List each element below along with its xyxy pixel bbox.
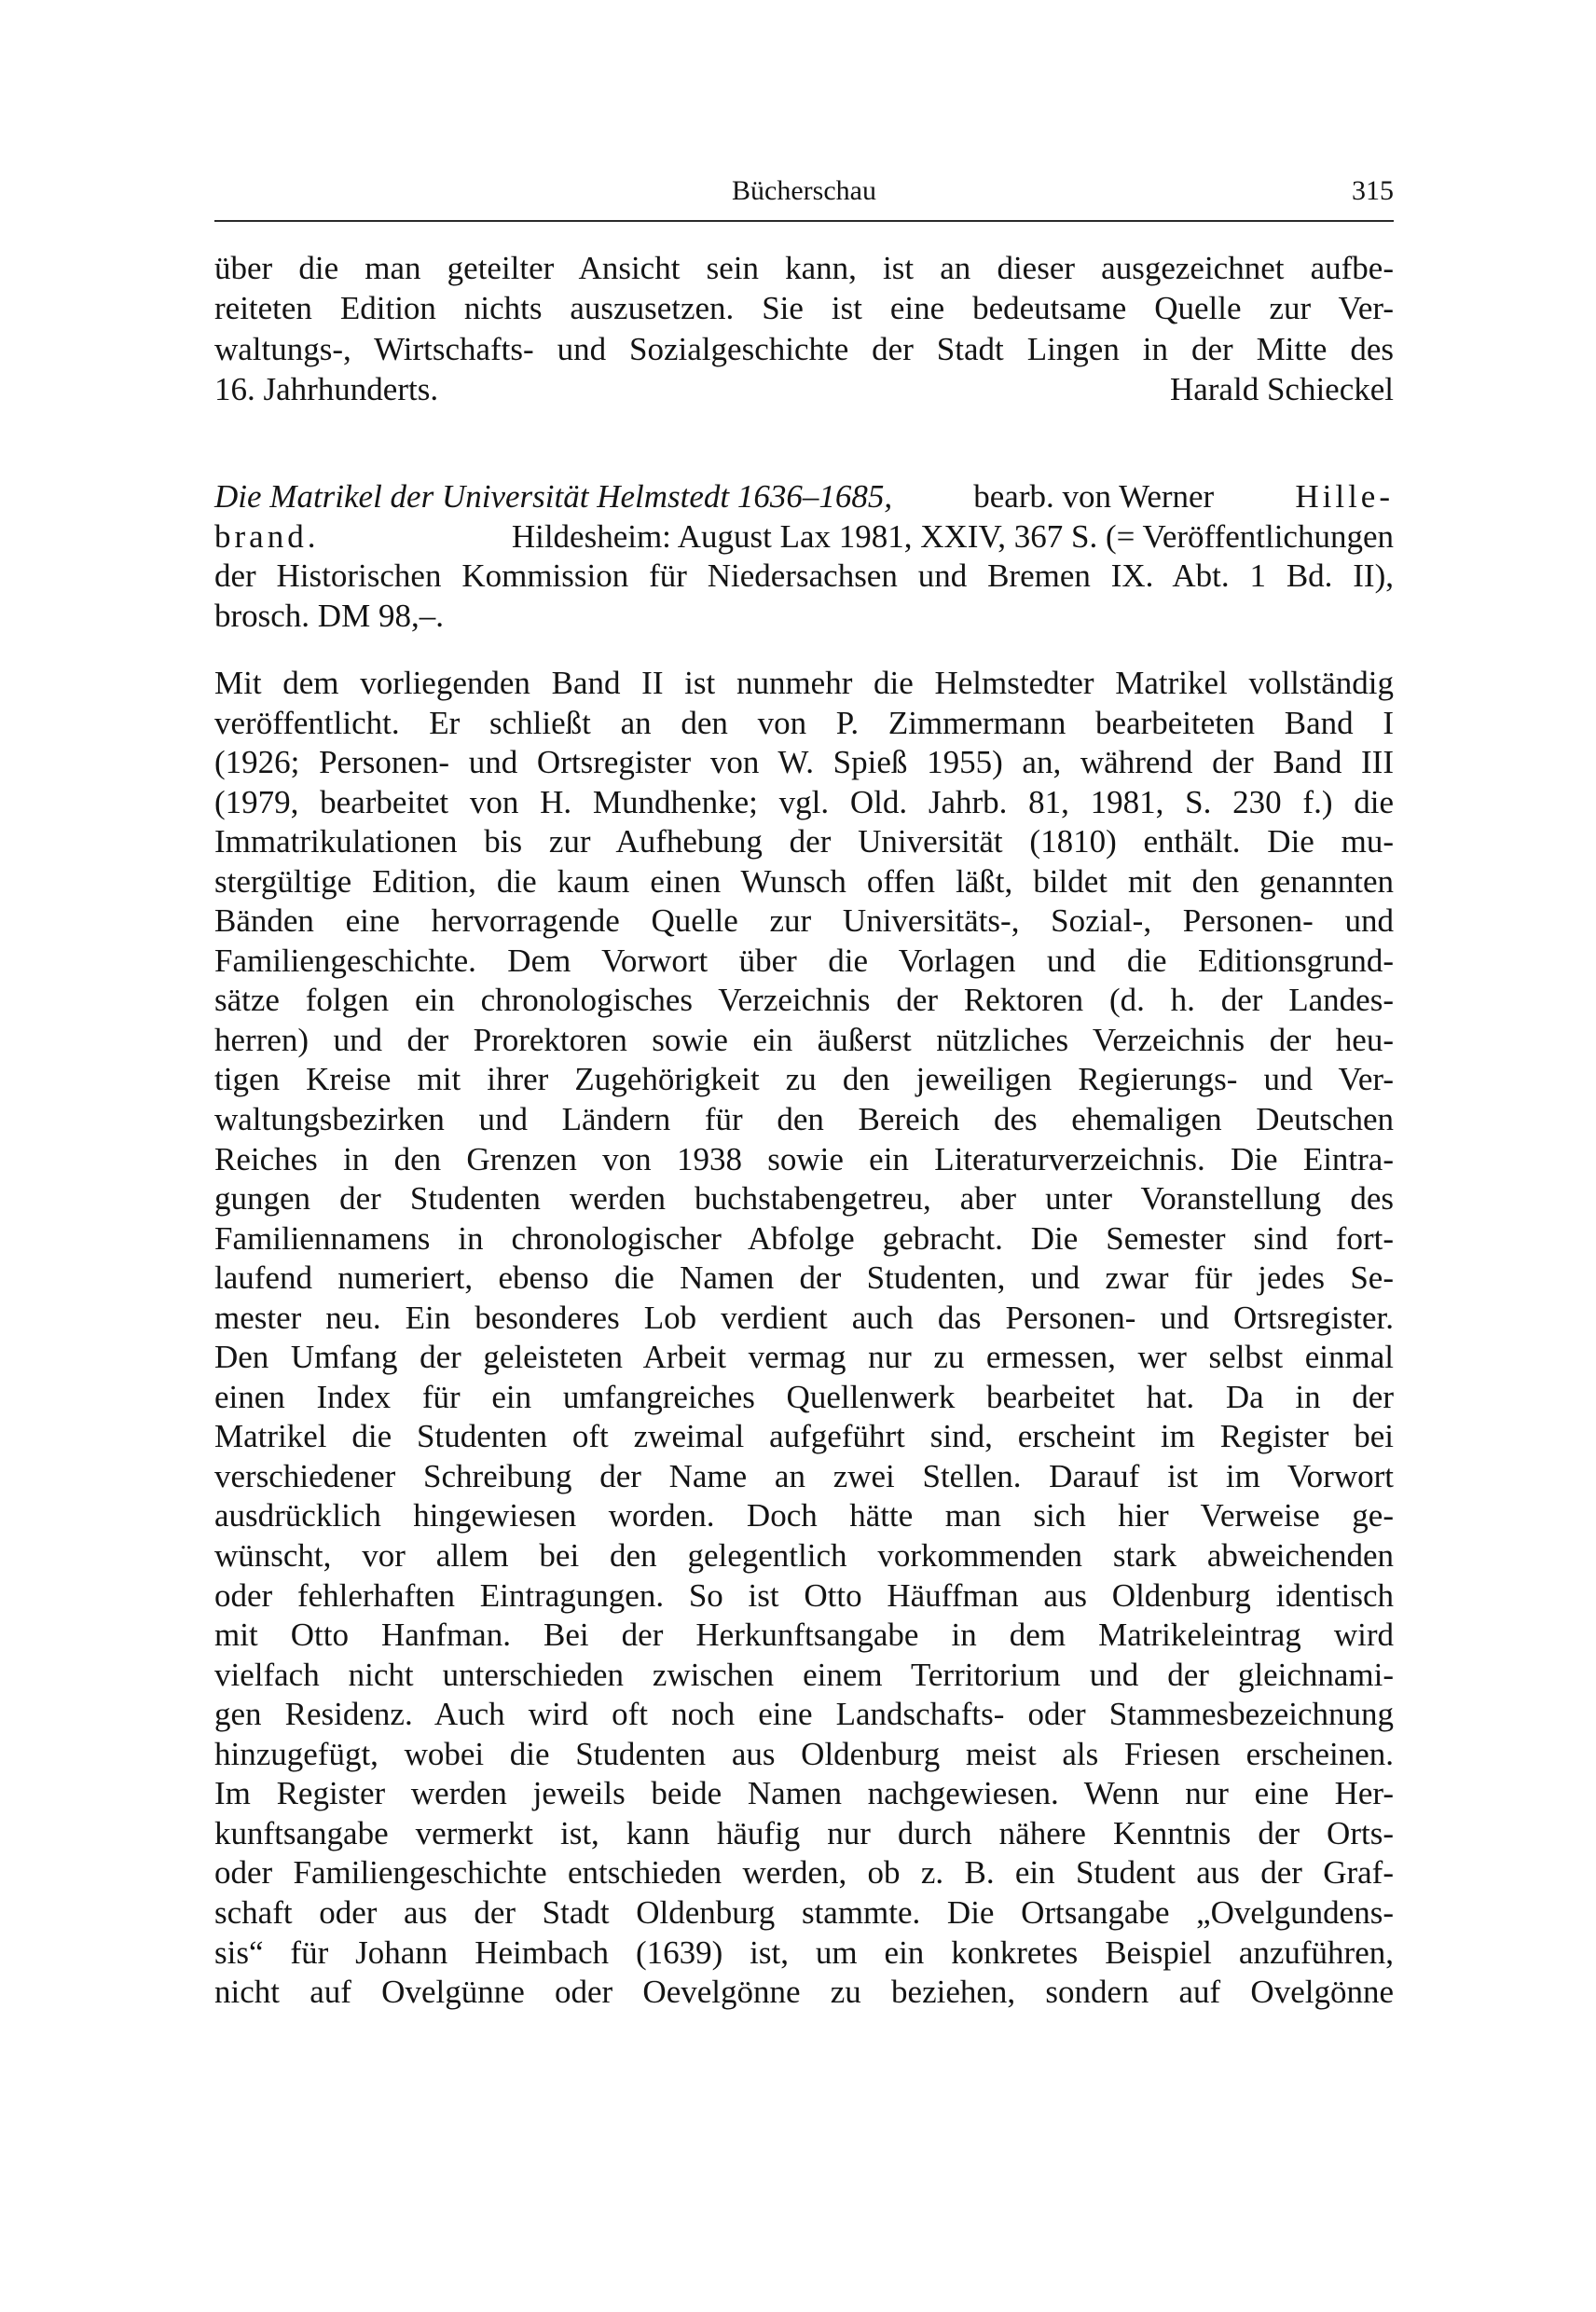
text-line: (1979, bearbeitet von H. Mundhenke; vgl. Old. Jahrb. 81, 1981, S. 230 f.) die bbox=[214, 783, 1394, 820]
previous-review-ending bbox=[214, 248, 1394, 410]
text-line: herren) und der Prorektoren sowie ein äußerst nützliches Verzeichnis der heu- bbox=[214, 1021, 1394, 1058]
text-line: einen Index für ein umfangreiches Quellenwerk bearbeitet hat. Da in der bbox=[214, 1378, 1394, 1415]
text-line-with-signature bbox=[214, 369, 1394, 409]
text-line: (1926; Personen- und Ortsregister von W. Spieß 1955) an, während der Band III bbox=[214, 744, 1394, 781]
review-author-signature: Harald Schieckel bbox=[1169, 371, 1394, 408]
text-line: über die man geteilter Ansicht sein kann, ist an dieser ausgezeichnet aufbe- bbox=[214, 250, 1394, 286]
text-line: Mit dem vorliegenden Band II ist nunmehr die Helmstedter Matrikel vollständig bbox=[214, 665, 1394, 701]
book-title: Die Matrikel der Universität Helmstedt 1636–1685, bbox=[214, 478, 893, 515]
text-line: Familiengeschichte. Dem Vorwort über die Vorlagen und die Editionsgrund- bbox=[214, 942, 1394, 979]
text-line: kunftsangabe vermerkt ist, kann häufig nur durch nähere Kenntnis der Orts- bbox=[214, 1814, 1394, 1851]
heading-line bbox=[214, 477, 1394, 517]
editor-name: Hille- bbox=[1295, 478, 1394, 515]
text-line: nicht auf Ovelgünne oder Oevelgönne zu beziehen, sondern auf Ovelgönne bbox=[214, 1974, 1394, 2011]
text-line: wünscht, vor allem bei den gelegentlich vorkommenden stark abweichenden bbox=[214, 1537, 1394, 1575]
text-line: Reiches in den Grenzen von 1938 sowie ein Literaturverzeichnis. Die Eintra- bbox=[214, 1140, 1394, 1177]
text-line: Immatrikulationen bis zur Aufhebung der Universität (1810) enthält. Die mu- bbox=[214, 823, 1394, 860]
text-line: reiteten Edition nichts auszusetzen. Sie ist eine bedeutsame Quelle zur Ver- bbox=[214, 290, 1394, 327]
text-line: Im Register werden jeweils beide Namen nachgewiesen. Wenn nur eine Her- bbox=[214, 1775, 1394, 1812]
header-rule bbox=[214, 220, 1394, 222]
text-line: schaft oder aus der Stadt Oldenburg stammte. Die Ortsangabe „Ovelgundens- bbox=[214, 1893, 1394, 1931]
text-line: mester neu. Ein besonderes Lob verdient auch das Personen- und Ortsregister. bbox=[214, 1299, 1394, 1336]
text-line: oder Familiengeschichte entschieden werden, ob z. B. ein Student aus der Graf- bbox=[214, 1854, 1394, 1892]
text-line: vielfach nicht unterschieden zwischen einem Territorium und der gleichnami- bbox=[214, 1656, 1394, 1693]
publication-info: Hildesheim: August Lax 1981, XXIV, 367 S. (= Veröffentlichungen bbox=[511, 517, 1394, 555]
text-line: oder fehlerhaften Eintragungen. So ist Otto Häuffman aus Oldenburg identisch bbox=[214, 1576, 1394, 1614]
text-line: Bänden eine hervorragende Quelle zur Universitäts-, Sozial-, Personen- und bbox=[214, 902, 1394, 940]
text-line: sis“ für Johann Heimbach (1639) ist, um ein konkretes Beispiel anzuführen, bbox=[214, 1934, 1394, 1971]
heading-line: brosch. DM 98,–. bbox=[214, 598, 444, 635]
text-line: mit Otto Hanfman. Bei der Herkunftsangabe in dem Matrikeleintrag wird bbox=[214, 1617, 1394, 1654]
text-line: Den Umfang der geleisteten Arbeit vermag nur zu ermessen, wer selbst einmal bbox=[214, 1339, 1394, 1376]
text-line: veröffentlicht. Er schließt an den von P. Zimmermann bearbeiteten Band I bbox=[214, 704, 1394, 741]
text-line: tigen Kreise mit ihrer Zugehörigkeit zu den jeweiligen Regierungs- und Ver- bbox=[214, 1061, 1394, 1098]
text-line: sätze folgen ein chronologisches Verzeichnis der Rektoren (d. h. der Landes- bbox=[214, 982, 1394, 1019]
page-number: 315 bbox=[1352, 175, 1394, 206]
text-line: gungen der Studenten werden buchstabengetreu, aber unter Voranstellung des bbox=[214, 1180, 1394, 1218]
heading-line bbox=[214, 517, 1394, 557]
review-bibliographic-heading bbox=[214, 477, 1394, 637]
running-title: Bücherschau bbox=[732, 175, 876, 206]
text-fragment: bearb. von Werner bbox=[973, 478, 1215, 515]
text-fragment: 16. Jahrhunderts. bbox=[214, 371, 439, 408]
text-line: waltungs-, Wirtschafts- und Sozialgeschichte der Stadt Lingen in der Mitte des bbox=[214, 330, 1394, 367]
running-head bbox=[214, 168, 1394, 214]
text-line: gen Residenz. Auch wird oft noch eine Landschafts- oder Stammesbezeichnung bbox=[214, 1696, 1394, 1733]
text-line: ausdrücklich hingewiesen worden. Doch hätte man sich hier Verweise ge- bbox=[214, 1497, 1394, 1534]
text-line: waltungsbezirken und Ländern für den Bereich des ehemaligen Deutschen bbox=[214, 1101, 1394, 1138]
review-body bbox=[214, 664, 1394, 2013]
heading-line: der Historischen Kommission für Niedersachsen und Bremen IX. Abt. 1 Bd. II), bbox=[214, 557, 1394, 595]
text-line: laufend numeriert, ebenso die Namen der Studenten, und zwar für jedes Se- bbox=[214, 1259, 1394, 1297]
text-line: Familiennamens in chronologischer Abfolge gebracht. Die Semester sind fort- bbox=[214, 1219, 1394, 1257]
text-line: stergültige Edition, die kaum einen Wunsch offen läßt, bildet mit den genannten bbox=[214, 862, 1394, 900]
text-line: verschiedener Schreibung der Name an zwei Stellen. Darauf ist im Vorwort bbox=[214, 1457, 1394, 1494]
text-line: hinzugefügt, wobei die Studenten aus Oldenburg meist als Friesen erscheinen. bbox=[214, 1735, 1394, 1772]
editor-name: brand. bbox=[214, 517, 320, 555]
text-line: Matrikel die Studenten oft zweimal aufgeführt sind, erscheint im Register bei bbox=[214, 1418, 1394, 1455]
